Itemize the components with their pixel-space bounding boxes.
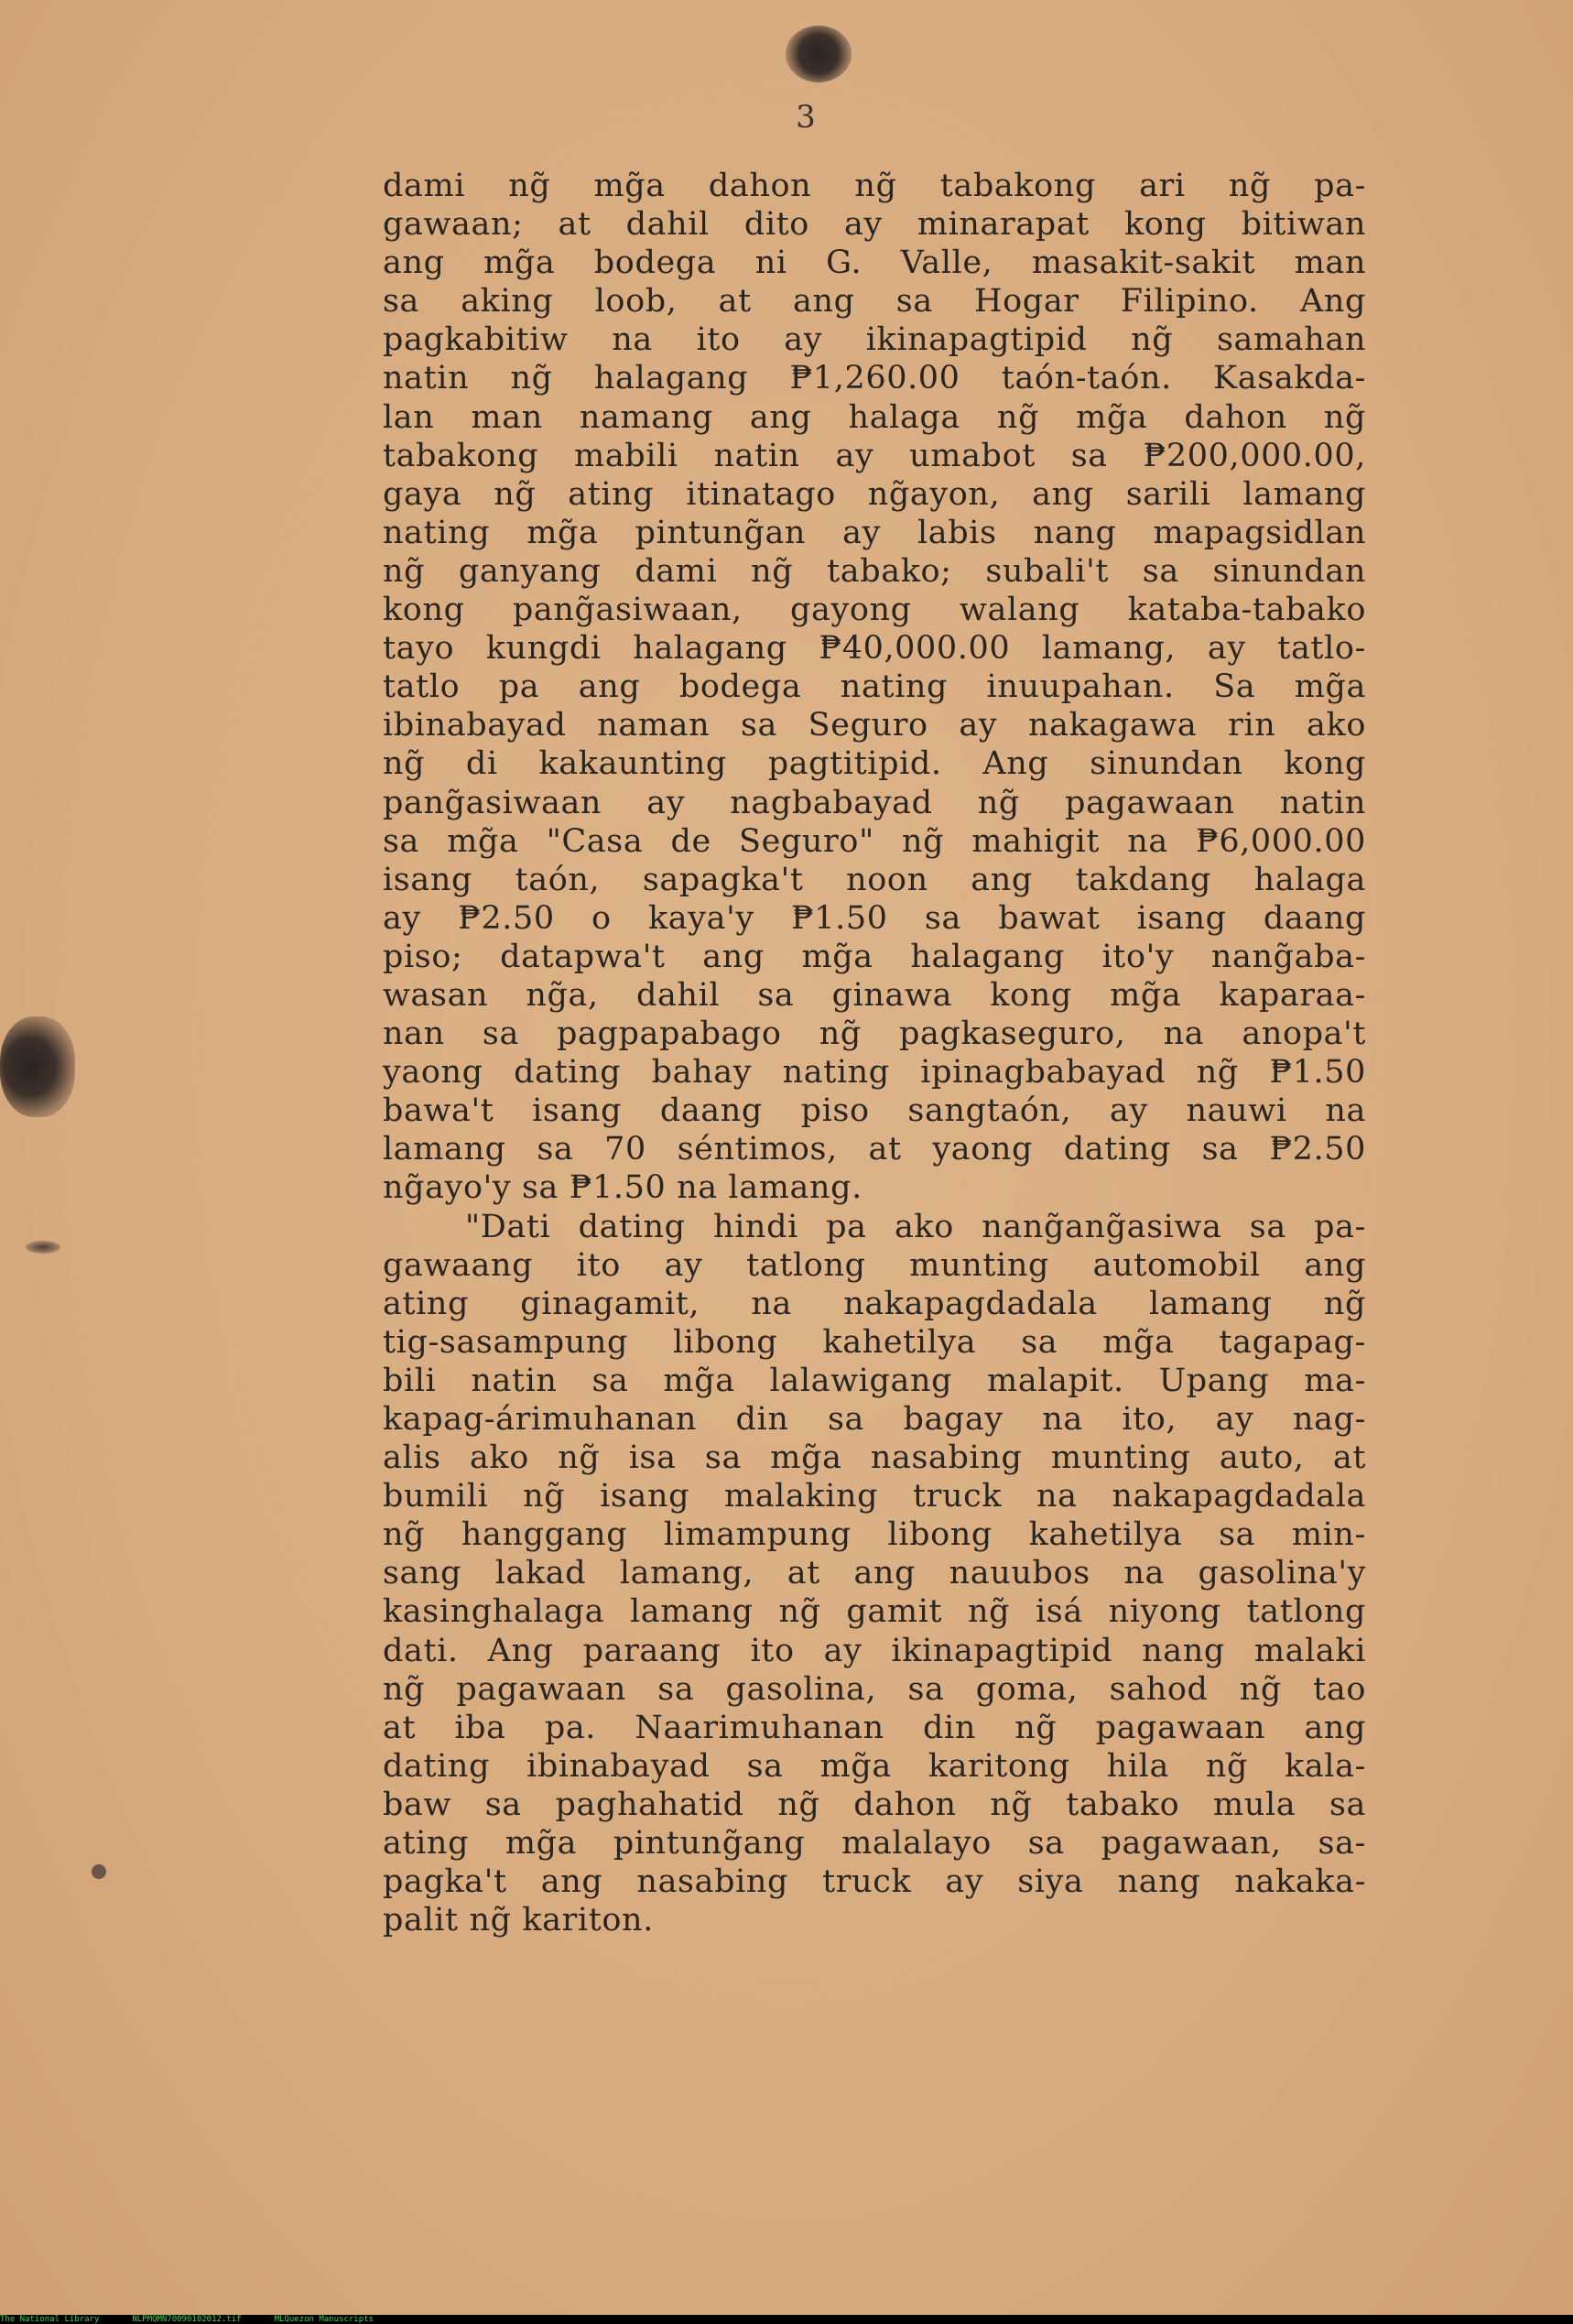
- text-line: nating mg̃a pintung̃an ay labis nang mapagsidlan: [383, 514, 1366, 551]
- text-line: pagka't ang nasabing truck ay siya nang nakaka-: [383, 1863, 1366, 1901]
- text-line: lamang sa 70 séntimos, at yaong dating sa ₱2.50: [383, 1131, 1366, 1168]
- text-line: isang taón, sapagka't noon ang takdang halaga: [383, 861, 1366, 898]
- text-line: ang mg̃a bodega ni G. Valle, masakit-sakit man: [383, 244, 1366, 282]
- text-line: kasinghalaga lamang ng̃ gamit ng̃ isá niyong tatlong: [383, 1593, 1366, 1631]
- text-line: ng̃ ganyang dami ng̃ tabako; subali't sa sinundan: [383, 552, 1366, 590]
- text-line: ating mg̃a pintung̃ang malalayo sa pagawaan, sa-: [383, 1825, 1366, 1862]
- text-line: piso; datapwa't ang mg̃a halagang ito'y nang̃aba-: [383, 938, 1366, 975]
- text-line: ng̃ hanggang limampung libong kahetilya sa min-: [383, 1516, 1366, 1554]
- text-line: kong pang̃asiwaan, gayong walang kataba-tabako: [383, 592, 1366, 629]
- body-text: [383, 167, 1366, 1939]
- ink-smudge: [26, 1241, 60, 1254]
- text-line: sa aking loob, at ang sa Hogar Filipino. Ang: [383, 283, 1366, 320]
- text-line: dati. Ang paraang ito ay ikinapagtipid nang malaki: [383, 1632, 1366, 1669]
- text-line: kapag-árimuhanan din sa bagay na ito, ay nag-: [383, 1401, 1366, 1438]
- text-line: ating ginagamit, na nakapagdadala lamang ng̃: [383, 1285, 1366, 1322]
- text-line: pagkabitiw na ito ay ikinapagtipid ng̃ samahan: [383, 321, 1366, 359]
- text-line: ng̃ pagawaan sa gasolina, sa goma, sahod ng̃ tao: [383, 1670, 1366, 1708]
- text-line: tig-sasampung libong kahetilya sa mg̃a tagapag-: [383, 1323, 1366, 1361]
- text-line: lan man namang ang halaga ng̃ mg̃a dahon ng̃: [383, 398, 1366, 436]
- text-line: yaong dating bahay nating ipinagbabayad ng̃ ₱1.50: [383, 1054, 1366, 1091]
- text-line: sa mg̃a "Casa de Seguro" ng̃ mahigit na ₱6,000.00: [383, 822, 1366, 860]
- text-line: gawaan; at dahil dito ay minarapat kong bitiwan: [383, 206, 1366, 244]
- text-line: ibinabayad naman sa Seguro ay nakagawa rin ako: [383, 707, 1366, 744]
- text-line: gawaang ito ay tatlong munting automobil ang: [383, 1246, 1366, 1284]
- ink-dot: [92, 1864, 106, 1879]
- text-line: bili natin sa mg̃a lalawigang malapit. Upang ma-: [383, 1362, 1366, 1399]
- footer-library: The National Library: [0, 2315, 100, 2324]
- ink-stain-left: [0, 1016, 75, 1117]
- text-line: dami ng̃ mg̃a dahon ng̃ tabakong ari ng̃ pa-: [383, 168, 1366, 204]
- text-line: bawa't isang daang piso sangtaón, ay nauwi na: [383, 1092, 1366, 1130]
- text-line: ng̃ayo'y sa ₱1.50 na lamang.: [383, 1169, 862, 1207]
- paragraph: [383, 167, 1366, 1208]
- scan-footer: [0, 2315, 1573, 2324]
- text-line: "Dati dating hindi pa ako nang̃ang̃asiwa sa pa-: [465, 1208, 1366, 1245]
- text-line: gaya ng̃ ating itinatago ng̃ayon, ang sarili lamang: [383, 475, 1366, 513]
- text-line: sang lakad lamang, at ang nauubos na gasolina'y: [383, 1555, 1366, 1592]
- text-line: tayo kungdi halagang ₱40,000.00 lamang, ay tatlo-: [383, 630, 1366, 668]
- text-line: baw sa paghahatid ng̃ dahon ng̃ tabako mula sa: [383, 1786, 1366, 1823]
- text-line: nan sa pagpapabago ng̃ pagkaseguro, na anopa't: [383, 1015, 1366, 1053]
- text-line: ng̃ di kakaunting pagtitipid. Ang sinundan kong: [383, 745, 1366, 783]
- text-line: alis ako ng̃ isa sa mg̃a nasabing munting auto, at: [383, 1439, 1366, 1477]
- page-number: 3: [796, 99, 816, 136]
- paragraph: [383, 1208, 1366, 1940]
- footer-file: NLPMQMN70090102012.tif: [132, 2315, 242, 2324]
- text-line: pang̃asiwaan ay nagbabayad ng̃ pagawaan natin: [383, 784, 1366, 821]
- text-line: tatlo pa ang bodega nating inuupahan. Sa mg̃a: [383, 668, 1366, 706]
- text-line: palit ng̃ kariton.: [383, 1902, 654, 1939]
- text-line: bumili ng̃ isang malaking truck na nakapagdadala: [383, 1478, 1366, 1515]
- text-line: dating ibinabayad sa mg̃a karitong hila ng̃ kala-: [383, 1747, 1366, 1785]
- text-line: tabakong mabili natin ay umabot sa ₱200,000.00,: [383, 437, 1366, 474]
- text-line: ay ₱2.50 o kaya'y ₱1.50 sa bawat isang daang: [383, 899, 1366, 937]
- footer-collection: MLQuezon Manuscripts: [274, 2315, 374, 2324]
- ink-stain-top: [786, 26, 852, 82]
- text-line: wasan ng̃a, dahil sa ginawa kong mg̃a kaparaa-: [383, 976, 1366, 1014]
- text-line: at iba pa. Naarimuhanan din ng̃ pagawaan ang: [383, 1709, 1366, 1746]
- text-line: natin ng̃ halagang ₱1,260.00 taón-taón. Kasakda-: [383, 360, 1366, 397]
